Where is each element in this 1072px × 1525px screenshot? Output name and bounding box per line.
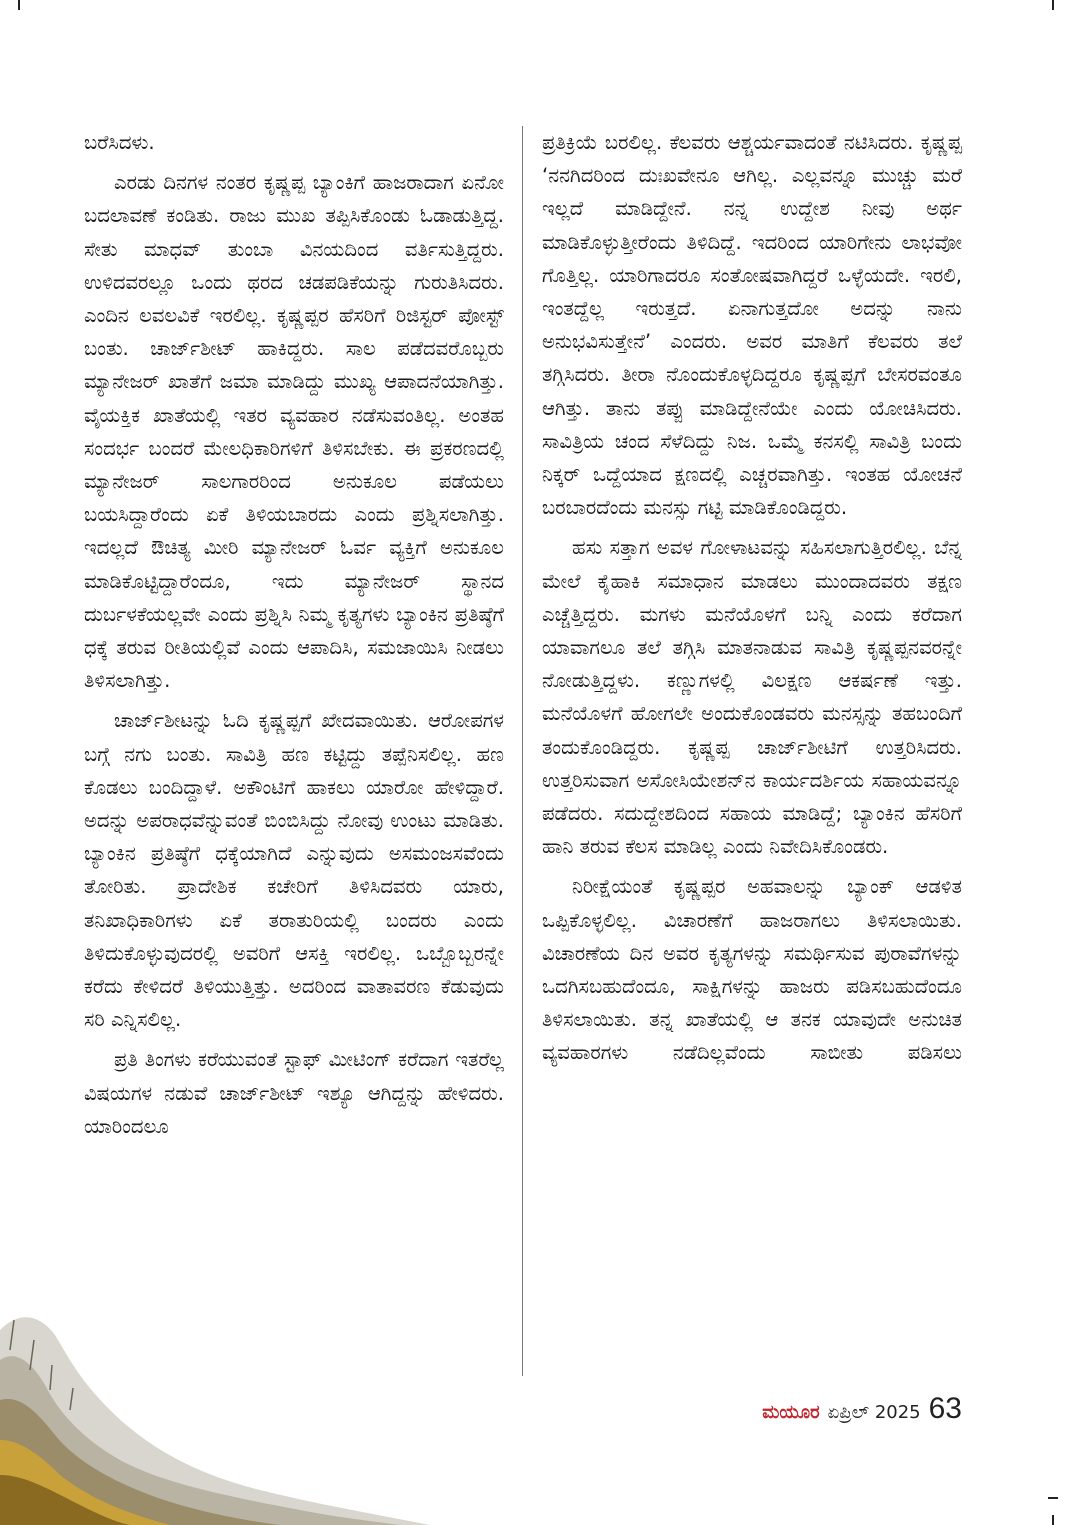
issue-date: ಏಪ್ರಿಲ್ 2025 <box>827 1402 921 1423</box>
paragraph: ಚಾರ್ಜ್‌ಶೀಟನ್ನು ಓದಿ ಕೃಷ್ಣಪ್ಪಗೆ ಖೇದವಾಯಿತು. ಆರೋಪಗಳ ಬಗ್ಗೆ ನಗು ಬಂತು. ಸಾವಿತ್ರಿ ಹಣ ಕಟ್ಟಿದ್ದು ತಪ್ಪೆನಿಸಲಿಲ್ಲ. ಹಣ ಕೊಡಲು ಬಂದಿದ್ದಾಳೆ. ಅಕೌಂಟಿಗೆ ಹಾಕಲು ಯಾರೋ ಹೇಳಿದ್ದಾರೆ. ಅದನ್ನು ಅಪರಾಧವೆನ್ನುವಂತೆ ಬಿಂಬಿಸಿದ್ದು ನೋವು ಉಂಟು ಮಾಡಿತು. ಬ್ಯಾಂಕಿನ ಪ್ರತಿಷ್ಠೆಗೆ ಧಕ್ಕೆಯಾಗಿದೆ ಎನ್ನುವುದು ಅಸಮಂಜಸವೆಂದು ತೋರಿತು. ಪ್ರಾದೇಶಿಕ ಕಚೇರಿಗೆ ತಿಳಿಸಿದವರು ಯಾರು, ತನಿಖಾಧಿಕಾರಿಗಳು ಏಕೆ ತರಾತುರಿಯಲ್ಲಿ ಬಂದರು ಎಂದು ತಿಳಿದುಕೊಳ್ಳುವುದರಲ್ಲಿ ಅವರಿಗೆ ಆಸಕ್ತಿ ಇರಲಿಲ್ಲ. ಒಬ್ಬೊಬ್ಬರನ್ನೇ ಕರೆದು ಕೇಳಿದರೆ ತಿಳಿಯುತ್ತಿತ್ತು. ಅದರಿಂದ ವಾತಾವರಣ ಕೆಡುವುದು ಸರಿ ಎನ್ನಿಸಲಿಲ್ಲ. <box>84 709 504 1032</box>
magazine-logo: ಮಯೂರ <box>762 1402 820 1423</box>
crop-mark-top-left <box>18 0 20 10</box>
page-footer <box>762 1392 962 1426</box>
paragraph: ಪ್ರತಿ ತಿಂಗಳು ಕರೆಯುವಂತೆ ಸ್ಟಾಫ್ ಮೀಟಿಂಗ್ ಕರೆದಾಗ ಇತರೆಲ್ಲ ವಿಷಯಗಳ ನಡುವೆ ಚಾರ್ಜ್‌ಶೀಟ್ ಇಶ್ಯೂ ಆಗಿದ್ದನ್ನು ಹೇಳಿದರು. ಯಾರಿಂದಲೂ <box>84 1048 504 1138</box>
left-column <box>84 126 504 1150</box>
crop-mark-bottom-right <box>1052 1515 1054 1525</box>
decorative-landscape-illustration <box>0 1290 430 1525</box>
paragraph: ಬರೆಸಿದಳು. <box>84 131 155 154</box>
paragraph: ನಿರೀಕ್ಷೆಯಂತೆ ಕೃಷ್ಣಪ್ಪರ ಅಹವಾಲನ್ನು ಬ್ಯಾಂಕ್ ಆಡಳಿತ ಒಪ್ಪಿಕೊಳ್ಳಲಿಲ್ಲ. ವಿಚಾರಣೆಗೆ ಹಾಜರಾಗಲು ತಿಳಿಸಲಾಯಿತು. ವಿಚಾರಣೆಯ ದಿನ ಅವರ ಕೃತ್ಯಗಳನ್ನು ಸಮರ್ಥಿಸುವ ಪುರಾವೆಗಳನ್ನು ಒದಗಿಸಬಹುದೆಂದೂ, ಸಾಕ್ಷಿಗಳನ್ನು ಹಾಜರು ಪಡಿಸಬಹುದೆಂದೂ ತಿಳಿಸಲಾಯಿತು. ತನ್ನ ಖಾತೆಯಲ್ಲಿ ಆ ತನಕ ಯಾವುದೇ ಅನುಚಿತ ವ್ಯವಹಾರಗಳು ನಡೆದಿಲ್ಲವೆಂದು ಸಾಬೀತು ಪಡಿಸಲು <box>542 875 962 1065</box>
crop-mark-right <box>1048 1497 1058 1499</box>
right-column <box>542 126 962 1077</box>
crop-mark-top-right <box>1052 0 1054 10</box>
page-number: 63 <box>928 1392 962 1425</box>
paragraph: ಎರಡು ದಿನಗಳ ನಂತರ ಕೃಷ್ಣಪ್ಪ ಬ್ಯಾಂಕಿಗೆ ಹಾಜರಾದಾಗ ಏನೋ ಬದಲಾವಣೆ ಕಂಡಿತು. ರಾಜು ಮುಖ ತಪ್ಪಿಸಿಕೊಂಡು ಓಡಾಡುತ್ತಿದ್ದ. ಸೇತು ಮಾಧವ್ ತುಂಬಾ ವಿನಯದಿಂದ ವರ್ತಿಸುತ್ತಿದ್ದರು. ಉಳಿದವರಲ್ಲೂ ಒಂದು ಥರದ ಚಡಪಡಿಕೆಯನ್ನು ಗುರುತಿಸಿದರು. ಎಂದಿನ ಲವಲವಿಕೆ ಇರಲಿಲ್ಲ. ಕೃಷ್ಣಪ್ಪರ ಹೆಸರಿಗೆ ರಿಜಿಸ್ಟರ್ ಪೋಸ್ಟ್ ಬಂತು. ಚಾರ್ಜ್‌ಶೀಟ್ ಹಾಕಿದ್ದರು. ಸಾಲ ಪಡೆದವರೊಬ್ಬರು ಮ್ಯಾನೇಜರ್ ಖಾತೆಗೆ ಜಮಾ ಮಾಡಿದ್ದು ಮುಖ್ಯ ಆಪಾದನೆಯಾಗಿತ್ತು. ವೈಯಕ್ತಿಕ ಖಾತೆಯಲ್ಲಿ ಇತರ ವ್ಯವಹಾರ ನಡೆಸುವಂತಿಲ್ಲ. ಅಂತಹ ಸಂದರ್ಭ ಬಂದರೆ ಮೇಲಧಿಕಾರಿಗಳಿಗೆ ತಿಳಿಸಬೇಕು. ಈ ಪ್ರಕರಣದಲ್ಲಿ ಮ್ಯಾನೇಜರ್ ಸಾಲಗಾರರಿಂದ ಅನುಕೂಲ ಪಡೆಯಲು ಬಯಸಿದ್ದಾರೆಂದು ಏಕೆ ತಿಳಿಯಬಾರದು ಎಂದು ಪ್ರಶ್ನಿಸಲಾಗಿತ್ತು. ಇದಲ್ಲದೆ ಔಚಿತ್ಯ ಮೀರಿ ಮ್ಯಾನೇಜರ್ ಓರ್ವ ವ್ಯಕ್ತಿಗೆ ಅನುಕೂಲ ಮಾಡಿಕೊಟ್ಟಿದ್ದಾರೆಂದೂ, ಇದು ಮ್ಯಾನೇಜರ್ ಸ್ಥಾನದ ದುರ್ಬಳಕೆಯಲ್ಲವೇ ಎಂದು ಪ್ರಶ್ನಿಸಿ ನಿಮ್ಮ ಕೃತ್ಯಗಳು ಬ್ಯಾಂಕಿನ ಪ್ರತಿಷ್ಠೆಗೆ ಧಕ್ಕೆ ತರುವ ರೀತಿಯಲ್ಲಿವೆ ಎಂದು ಆಪಾದಿಸಿ, ಸಮಜಾಯಿಸಿ ನೀಡಲು ತಿಳಿಸಲಾಗಿತ್ತು. <box>84 171 504 693</box>
paragraph: ಪ್ರತಿಕ್ರಿಯೆ ಬರಲಿಲ್ಲ. ಕೆಲವರು ಆಶ್ಚರ್ಯವಾದಂತೆ ನಟಿಸಿದರು. ಕೃಷ್ಣಪ್ಪ ‘ನನಗಿದರಿಂದ ದುಃಖವೇನೂ ಆಗಿಲ್ಲ. ಎಲ್ಲವನ್ನೂ ಮುಚ್ಚು ಮರೆ ಇಲ್ಲದೆ ಮಾಡಿದ್ದೇನೆ. ನನ್ನ ಉದ್ದೇಶ ನೀವು ಅರ್ಥ ಮಾಡಿಕೊಳ್ಳುತ್ತೀರೆಂದು ತಿಳಿದಿದ್ದೆ. ಇದರಿಂದ ಯಾರಿಗೇನು ಲಾಭವೋ ಗೊತ್ತಿಲ್ಲ. ಯಾರಿಗಾದರೂ ಸಂತೋಷವಾಗಿದ್ದರೆ ಒಳ್ಳೆಯದೇ. ಇರಲಿ, ಇಂತದ್ದೆಲ್ಲ ಇರುತ್ತದೆ. ಏನಾಗುತ್ತದೋ ಅದನ್ನು ನಾನು ಅನುಭವಿಸುತ್ತೇನೆ’ ಎಂದರು. ಅವರ ಮಾತಿಗೆ ಕೆಲವರು ತಲೆ ತಗ್ಗಿಸಿದರು. ತೀರಾ ನೊಂದುಕೊಳ್ಳದಿದ್ದರೂ ಕೃಷ್ಣಪ್ಪಗೆ ಬೇಸರವಂತೂ ಆಗಿತ್ತು. ತಾನು ತಪ್ಪು ಮಾಡಿದ್ದೇನೆಯೇ ಎಂದು ಯೋಚಿಸಿದರು. ಸಾವಿತ್ರಿಯ ಚಂದ ಸೆಳೆದಿದ್ದು ನಿಜ. ಒಮ್ಮೆ ಕನಸಲ್ಲಿ ಸಾವಿತ್ರಿ ಬಂದು ನಿಕ್ಕರ್ ಒದ್ದೆಯಾದ ಕ್ಷಣದಲ್ಲಿ ಎಚ್ಚರವಾಗಿತ್ತು. ಇಂತಹ ಯೋಚನೆ ಬರಬಾರದೆಂದು ಮನಸ್ಸು ಗಟ್ಟಿ ಮಾಡಿಕೊಂಡಿದ್ದರು. <box>542 131 962 520</box>
column-divider <box>522 126 523 1376</box>
paragraph: ಹಸು ಸತ್ತಾಗ ಅವಳ ಗೋಳಾಟವನ್ನು ಸಹಿಸಲಾಗುತ್ತಿರಲಿಲ್ಲ. ಬೆನ್ನ ಮೇಲೆ ಕೈಹಾಕಿ ಸಮಾಧಾನ ಮಾಡಲು ಮುಂದಾದವರು ತಕ್ಷಣ ಎಚ್ಚೆತ್ತಿದ್ದರು. ಮಗಳು ಮನೆಯೊಳಗೆ ಬನ್ನಿ ಎಂದು ಕರೆದಾಗ ಯಾವಾಗಲೂ ತಲೆ ತಗ್ಗಿಸಿ ಮಾತನಾಡುವ ಸಾವಿತ್ರಿ ಕೃಷ್ಣಪ್ಪನವರನ್ನೇ ನೋಡುತ್ತಿದ್ದಳು. ಕಣ್ಣುಗಳಲ್ಲಿ ವಿಲಕ್ಷಣ ಆಕರ್ಷಣೆ ಇತ್ತು. ಮನೆಯೊಳಗೆ ಹೋಗಲೇ ಅಂದುಕೊಂಡವರು ಮನಸ್ಸನ್ನು ತಹಬಂದಿಗೆ ತಂದುಕೊಂಡಿದ್ದರು. ಕೃಷ್ಣಪ್ಪ ಚಾರ್ಜ್‌ಶೀಟಿಗೆ ಉತ್ತರಿಸಿದರು. ಉತ್ತರಿಸುವಾಗ ಅಸೋಸಿಯೇಶನ್‌ನ ಕಾರ್ಯದರ್ಶಿಯ ಸಹಾಯವನ್ನೂ ಪಡೆದರು. ಸದುದ್ದೇಶದಿಂದ ಸಹಾಯ ಮಾಡಿದ್ದೆ; ಬ್ಯಾಂಕಿನ ಹೆಸರಿಗೆ ಹಾನಿ ತರುವ ಕೆಲಸ ಮಾಡಿಲ್ಲ ಎಂದು ನಿವೇದಿಸಿಕೊಂಡರು. <box>542 536 962 859</box>
